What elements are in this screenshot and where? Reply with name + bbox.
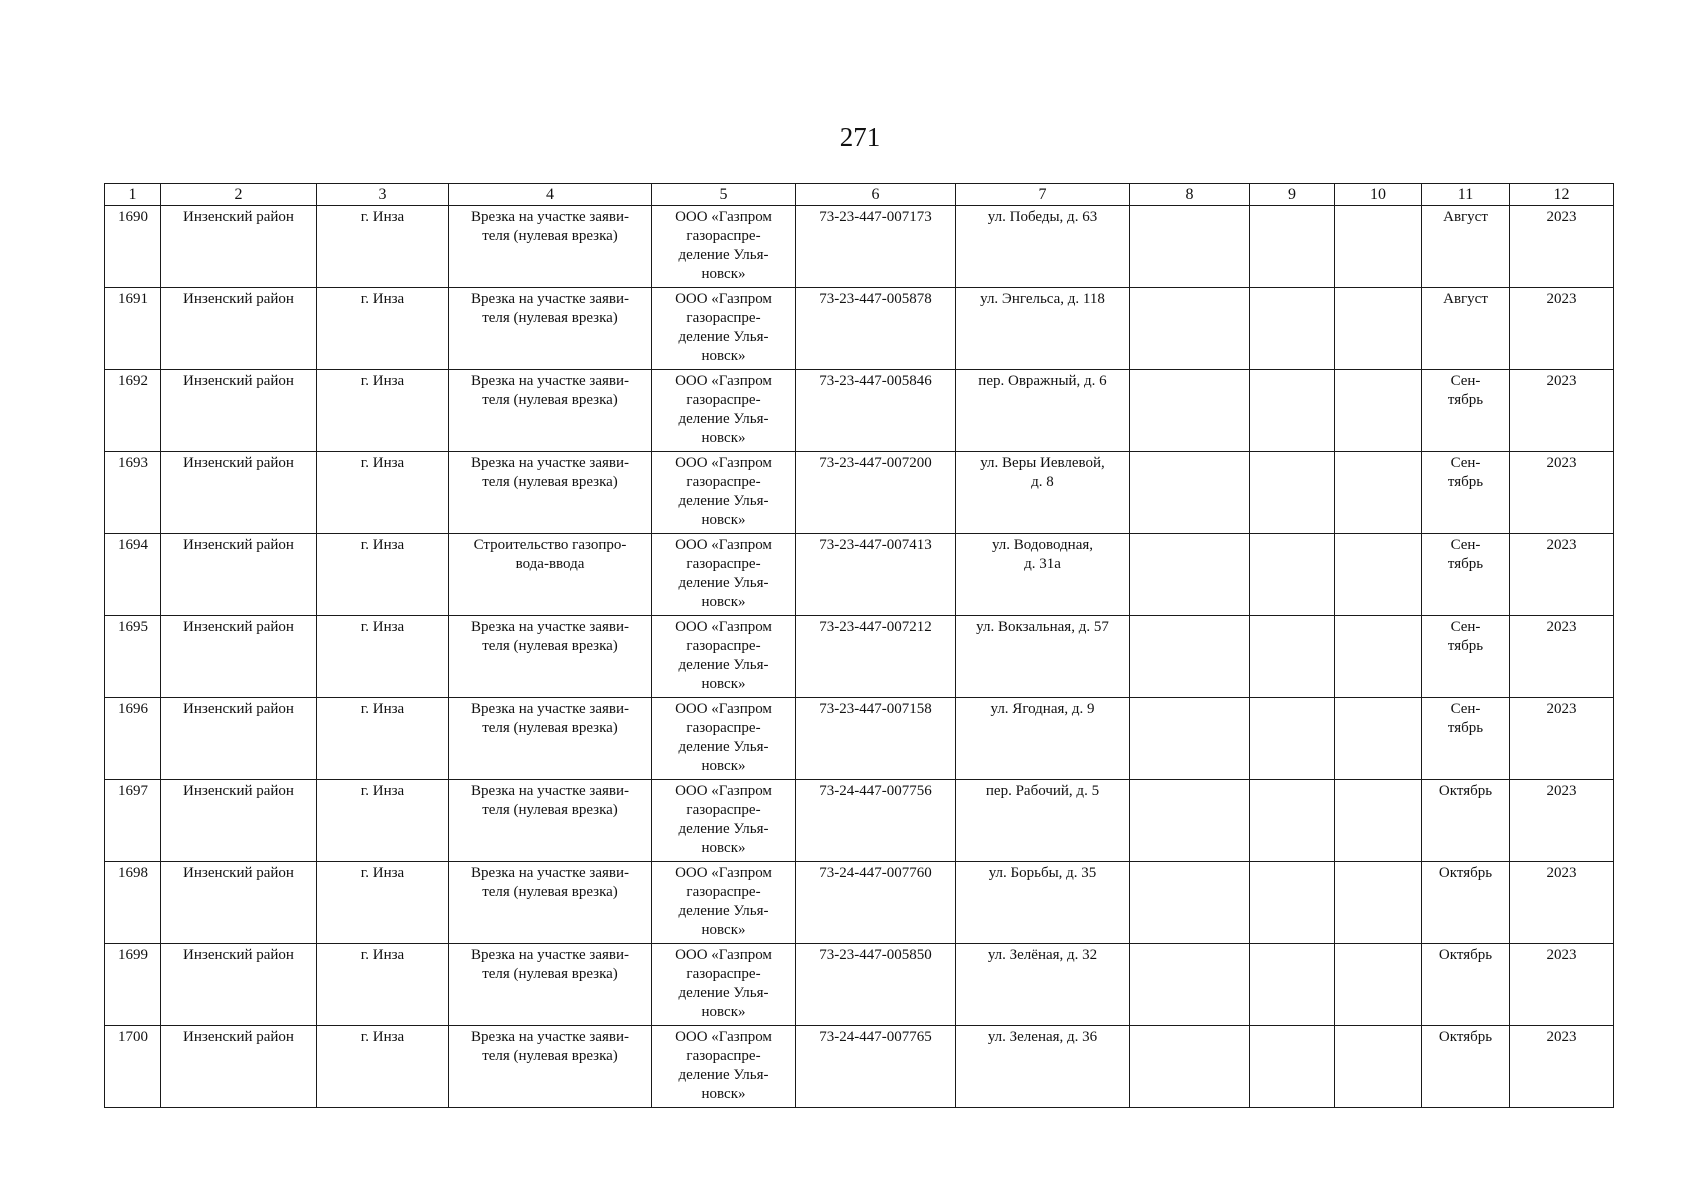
cell-column-10	[1335, 206, 1422, 288]
cell-address: ул. Победы, д. 63	[956, 206, 1130, 288]
cell-organization: ООО «Газпром газораспре- деление Улья- новск»	[652, 1026, 796, 1108]
cell-column-8	[1130, 780, 1250, 862]
cell-address: ул. Зелёная, д. 32	[956, 944, 1130, 1026]
cell-object-code: 73-23-447-005850	[796, 944, 956, 1026]
cell-column-8	[1130, 1026, 1250, 1108]
gas-connection-table	[104, 183, 1614, 1108]
cell-year: 2023	[1510, 862, 1614, 944]
cell-month: Август	[1422, 288, 1510, 370]
table-row	[105, 288, 1614, 370]
cell-month: Октябрь	[1422, 862, 1510, 944]
cell-column-9	[1250, 780, 1335, 862]
cell-settlement: г. Инза	[317, 616, 449, 698]
cell-work-type: Врезка на участке заяви- теля (нулевая врезка)	[449, 206, 652, 288]
column-header-5: 5	[652, 184, 796, 206]
cell-address: ул. Ягодная, д. 9	[956, 698, 1130, 780]
cell-year: 2023	[1510, 370, 1614, 452]
cell-row-number: 1690	[105, 206, 161, 288]
column-header-12: 12	[1510, 184, 1614, 206]
cell-column-10	[1335, 288, 1422, 370]
column-header-11: 11	[1422, 184, 1510, 206]
cell-row-number: 1696	[105, 698, 161, 780]
cell-work-type: Врезка на участке заяви- теля (нулевая врезка)	[449, 452, 652, 534]
cell-object-code: 73-23-447-007413	[796, 534, 956, 616]
cell-year: 2023	[1510, 534, 1614, 616]
page-number: 271	[839, 122, 881, 152]
cell-year: 2023	[1510, 452, 1614, 534]
cell-organization: ООО «Газпром газораспре- деление Улья- новск»	[652, 780, 796, 862]
column-header-10: 10	[1335, 184, 1422, 206]
cell-district: Инзенский район	[161, 288, 317, 370]
cell-year: 2023	[1510, 944, 1614, 1026]
cell-column-10	[1335, 534, 1422, 616]
cell-district: Инзенский район	[161, 452, 317, 534]
cell-month: Октябрь	[1422, 944, 1510, 1026]
cell-work-type: Врезка на участке заяви- теля (нулевая врезка)	[449, 944, 652, 1026]
cell-year: 2023	[1510, 206, 1614, 288]
cell-month: Сен- тябрь	[1422, 616, 1510, 698]
cell-month: Октябрь	[1422, 780, 1510, 862]
table-body	[105, 206, 1614, 1108]
cell-address: ул. Веры Иевлевой, д. 8	[956, 452, 1130, 534]
cell-column-9	[1250, 862, 1335, 944]
cell-organization: ООО «Газпром газораспре- деление Улья- новск»	[652, 698, 796, 780]
cell-district: Инзенский район	[161, 1026, 317, 1108]
cell-row-number: 1694	[105, 534, 161, 616]
table-row	[105, 206, 1614, 288]
cell-month: Сен- тябрь	[1422, 698, 1510, 780]
cell-object-code: 73-24-447-007760	[796, 862, 956, 944]
cell-settlement: г. Инза	[317, 944, 449, 1026]
cell-row-number: 1700	[105, 1026, 161, 1108]
cell-object-code: 73-23-447-005846	[796, 370, 956, 452]
cell-column-10	[1335, 944, 1422, 1026]
cell-column-9	[1250, 534, 1335, 616]
column-header-1: 1	[105, 184, 161, 206]
cell-column-8	[1130, 616, 1250, 698]
cell-year: 2023	[1510, 698, 1614, 780]
cell-year: 2023	[1510, 780, 1614, 862]
cell-column-8	[1130, 206, 1250, 288]
cell-settlement: г. Инза	[317, 534, 449, 616]
cell-column-10	[1335, 452, 1422, 534]
cell-work-type: Врезка на участке заяви- теля (нулевая врезка)	[449, 370, 652, 452]
cell-column-10	[1335, 698, 1422, 780]
cell-object-code: 73-23-447-007158	[796, 698, 956, 780]
column-header-3: 3	[317, 184, 449, 206]
cell-work-type: Врезка на участке заяви- теля (нулевая врезка)	[449, 288, 652, 370]
cell-object-code: 73-23-447-007173	[796, 206, 956, 288]
cell-district: Инзенский район	[161, 206, 317, 288]
cell-settlement: г. Инза	[317, 370, 449, 452]
cell-district: Инзенский район	[161, 780, 317, 862]
column-header-7: 7	[956, 184, 1130, 206]
cell-column-9	[1250, 370, 1335, 452]
column-header-4: 4	[449, 184, 652, 206]
cell-column-8	[1130, 698, 1250, 780]
cell-address: ул. Зеленая, д. 36	[956, 1026, 1130, 1108]
cell-column-10	[1335, 1026, 1422, 1108]
table-row	[105, 862, 1614, 944]
cell-address: ул. Вокзальная, д. 57	[956, 616, 1130, 698]
cell-organization: ООО «Газпром газораспре- деление Улья- новск»	[652, 452, 796, 534]
cell-work-type: Врезка на участке заяви- теля (нулевая врезка)	[449, 698, 652, 780]
cell-year: 2023	[1510, 616, 1614, 698]
column-header-2: 2	[161, 184, 317, 206]
cell-district: Инзенский район	[161, 944, 317, 1026]
cell-organization: ООО «Газпром газораспре- деление Улья- новск»	[652, 206, 796, 288]
cell-row-number: 1691	[105, 288, 161, 370]
cell-row-number: 1697	[105, 780, 161, 862]
cell-settlement: г. Инза	[317, 452, 449, 534]
cell-organization: ООО «Газпром газораспре- деление Улья- новск»	[652, 534, 796, 616]
table-row	[105, 1026, 1614, 1108]
cell-column-10	[1335, 862, 1422, 944]
cell-row-number: 1699	[105, 944, 161, 1026]
cell-work-type: Врезка на участке заяви- теля (нулевая врезка)	[449, 862, 652, 944]
cell-work-type: Врезка на участке заяви- теля (нулевая врезка)	[449, 1026, 652, 1108]
cell-object-code: 73-24-447-007765	[796, 1026, 956, 1108]
cell-column-9	[1250, 616, 1335, 698]
cell-settlement: г. Инза	[317, 698, 449, 780]
cell-column-10	[1335, 370, 1422, 452]
table-row	[105, 616, 1614, 698]
cell-column-9	[1250, 1026, 1335, 1108]
cell-column-8	[1130, 534, 1250, 616]
cell-row-number: 1692	[105, 370, 161, 452]
cell-year: 2023	[1510, 288, 1614, 370]
cell-address: пер. Овражный, д. 6	[956, 370, 1130, 452]
cell-row-number: 1693	[105, 452, 161, 534]
cell-settlement: г. Инза	[317, 206, 449, 288]
cell-column-10	[1335, 616, 1422, 698]
table-row	[105, 370, 1614, 452]
cell-organization: ООО «Газпром газораспре- деление Улья- новск»	[652, 616, 796, 698]
cell-district: Инзенский район	[161, 370, 317, 452]
column-header-6: 6	[796, 184, 956, 206]
cell-column-8	[1130, 452, 1250, 534]
cell-work-type: Строительство газопро- вода-ввода	[449, 534, 652, 616]
table-row	[105, 944, 1614, 1026]
cell-address: ул. Борьбы, д. 35	[956, 862, 1130, 944]
cell-address: пер. Рабочий, д. 5	[956, 780, 1130, 862]
cell-month: Сен- тябрь	[1422, 452, 1510, 534]
cell-year: 2023	[1510, 1026, 1614, 1108]
cell-column-10	[1335, 780, 1422, 862]
cell-district: Инзенский район	[161, 698, 317, 780]
table-row	[105, 780, 1614, 862]
column-header-9: 9	[1250, 184, 1335, 206]
cell-column-8	[1130, 862, 1250, 944]
cell-work-type: Врезка на участке заяви- теля (нулевая врезка)	[449, 780, 652, 862]
cell-column-9	[1250, 698, 1335, 780]
cell-settlement: г. Инза	[317, 1026, 449, 1108]
cell-object-code: 73-23-447-007200	[796, 452, 956, 534]
cell-column-9	[1250, 206, 1335, 288]
cell-column-9	[1250, 944, 1335, 1026]
cell-month: Октябрь	[1422, 1026, 1510, 1108]
cell-column-8	[1130, 288, 1250, 370]
cell-row-number: 1695	[105, 616, 161, 698]
table-row	[105, 698, 1614, 780]
cell-column-9	[1250, 288, 1335, 370]
cell-column-8	[1130, 944, 1250, 1026]
cell-settlement: г. Инза	[317, 862, 449, 944]
cell-column-8	[1130, 370, 1250, 452]
column-header-8: 8	[1130, 184, 1250, 206]
cell-object-code: 73-24-447-007756	[796, 780, 956, 862]
cell-month: Сен- тябрь	[1422, 370, 1510, 452]
table-row	[105, 534, 1614, 616]
cell-organization: ООО «Газпром газораспре- деление Улья- новск»	[652, 944, 796, 1026]
cell-district: Инзенский район	[161, 616, 317, 698]
cell-column-9	[1250, 452, 1335, 534]
cell-district: Инзенский район	[161, 862, 317, 944]
cell-row-number: 1698	[105, 862, 161, 944]
cell-work-type: Врезка на участке заяви- теля (нулевая врезка)	[449, 616, 652, 698]
cell-address: ул. Энгельса, д. 118	[956, 288, 1130, 370]
cell-district: Инзенский район	[161, 534, 317, 616]
cell-organization: ООО «Газпром газораспре- деление Улья- новск»	[652, 288, 796, 370]
cell-month: Сен- тябрь	[1422, 534, 1510, 616]
table-header-row	[105, 184, 1614, 206]
cell-object-code: 73-23-447-007212	[796, 616, 956, 698]
cell-object-code: 73-23-447-005878	[796, 288, 956, 370]
cell-organization: ООО «Газпром газораспре- деление Улья- новск»	[652, 370, 796, 452]
cell-settlement: г. Инза	[317, 288, 449, 370]
cell-month: Август	[1422, 206, 1510, 288]
cell-organization: ООО «Газпром газораспре- деление Улья- новск»	[652, 862, 796, 944]
cell-address: ул. Водоводная, д. 31а	[956, 534, 1130, 616]
cell-settlement: г. Инза	[317, 780, 449, 862]
table-row	[105, 452, 1614, 534]
